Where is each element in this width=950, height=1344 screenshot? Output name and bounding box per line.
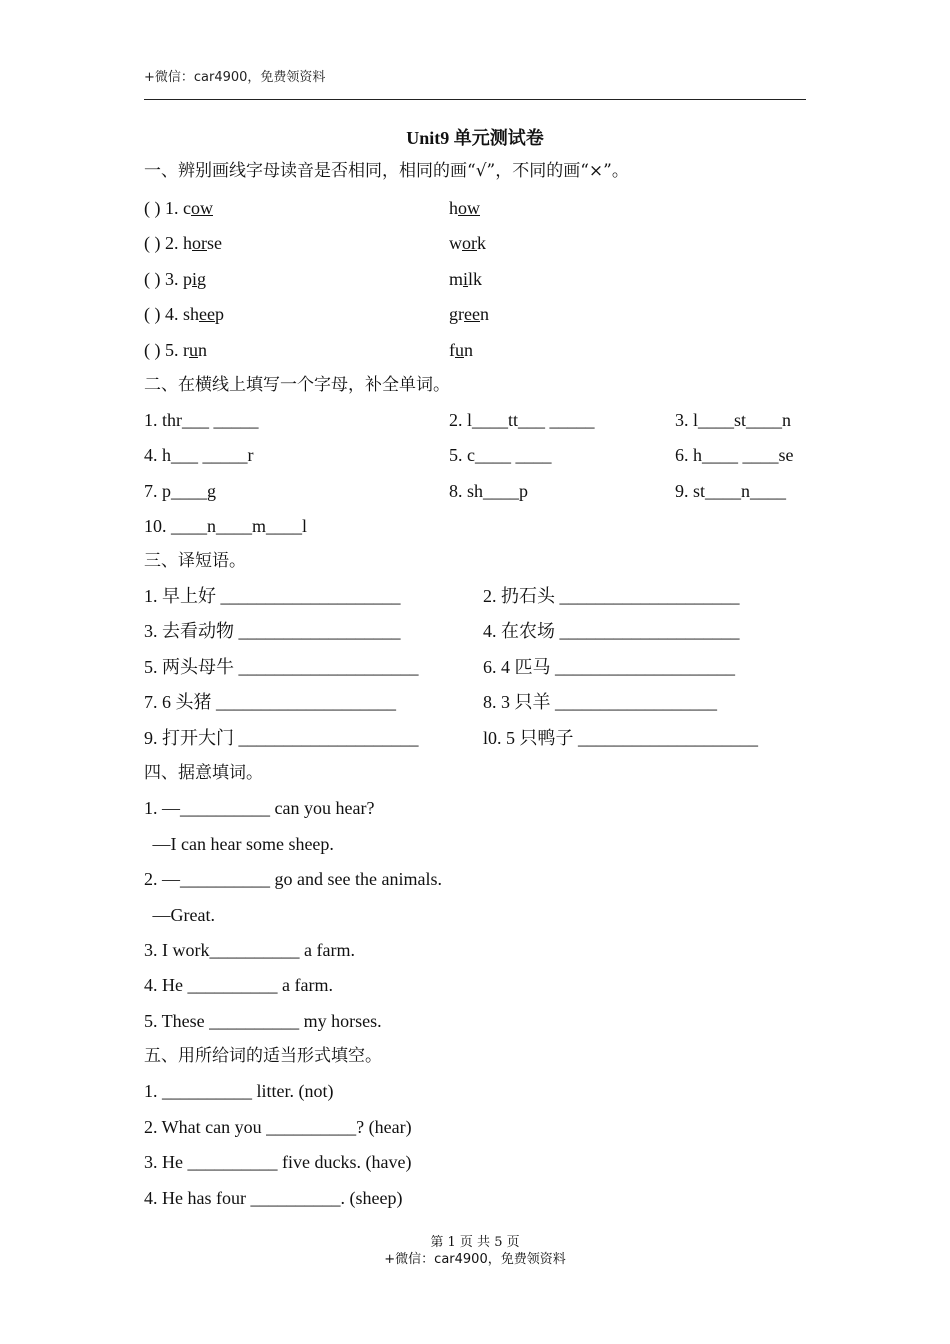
s3-item-3: 3. 去看动物 __________________ — [144, 621, 401, 641]
s1-item-4-word1: ( ) 4. sheep — [144, 304, 224, 324]
s3-item-10: l0. 5 只鸭子 ____________________ — [483, 728, 759, 748]
s3-item-4: 4. 在农场 ____________________ — [483, 621, 740, 641]
s5-line-1: 1. __________ litter. (not) — [144, 1081, 334, 1101]
s4-line-7: 5. These __________ my horses. — [144, 1011, 382, 1031]
s2-item-8: 8. sh____p — [449, 481, 529, 501]
s1-item-5-word2: fun — [449, 340, 473, 360]
s4-line-6: 4. He __________ a farm. — [144, 975, 333, 995]
s1-item-2-word2: work — [449, 233, 486, 253]
s2-item-6: 6. h____ ____se — [675, 445, 794, 465]
s2-item-5: 5. c____ ____ — [449, 445, 552, 465]
section3-heading: 三、译短语。 — [144, 551, 246, 571]
s5-line-2: 2. What can you __________? (hear) — [144, 1117, 412, 1137]
s4-line-5: 3. I work__________ a farm. — [144, 940, 355, 960]
page-number: 第 1 页 共 5 页 — [430, 1235, 520, 1250]
footer-note: +微信：car4900，免费领资料 — [384, 1252, 566, 1267]
header-note: +微信：car4900，免费领资料 — [144, 70, 326, 85]
s2-item-3: 3. l____st____n — [675, 410, 792, 430]
s1-item-5-word1: ( ) 5. run — [144, 340, 207, 360]
s1-item-3-word2: milk — [449, 269, 483, 289]
s1-item-2-word1: ( ) 2. horse — [144, 233, 222, 253]
s5-line-4: 4. He has four __________. (sheep) — [144, 1188, 403, 1208]
s2-item-2: 2. l____tt___ _____ — [449, 410, 595, 430]
s4-line-4: —Great. — [148, 905, 215, 925]
header-rule — [144, 99, 806, 100]
s2-item-9: 9. st____n____ — [675, 481, 787, 501]
s1-item-1-word1: ( ) 1. cow — [144, 198, 213, 218]
section1-heading: 一、辨别画线字母读音是否相同，相同的画“√”，不同的画“×”。 — [144, 161, 629, 181]
document-title: Unit9 单元测试卷 — [406, 128, 544, 148]
s4-line-3: 2. —__________ go and see the animals. — [144, 869, 442, 889]
s4-line-1: 1. —__________ can you hear? — [144, 798, 375, 818]
s1-item-3-word1: ( ) 3. pig — [144, 269, 207, 289]
s2-item-4: 4. h___ _____r — [144, 445, 254, 465]
section2-heading: 二、在横线上填写一个字母，补全单词。 — [144, 375, 450, 395]
s3-item-7: 7. 6 头猪 ____________________ — [144, 692, 396, 712]
s2-item-7: 7. p____g — [144, 481, 216, 501]
s2-item-10: 10. ____n____m____l — [144, 516, 308, 536]
s3-item-5: 5. 两头母牛 ____________________ — [144, 657, 419, 677]
section5-heading: 五、用所给词的适当形式填空。 — [144, 1046, 382, 1066]
s1-item-4-word2: green — [449, 304, 489, 324]
s4-line-2: —I can hear some sheep. — [148, 834, 334, 854]
s1-item-1-word2: how — [449, 198, 480, 218]
s3-item-1: 1. 早上好 ____________________ — [144, 586, 401, 606]
section4-heading: 四、据意填词。 — [144, 763, 263, 783]
s3-item-2: 2. 扔石头 ____________________ — [483, 586, 740, 606]
s5-line-3: 3. He __________ five ducks. (have) — [144, 1152, 412, 1172]
s3-item-6: 6. 4 匹马 ____________________ — [483, 657, 735, 677]
s3-item-9: 9. 打开大门 ____________________ — [144, 728, 419, 748]
s2-item-1: 1. thr___ _____ — [144, 410, 259, 430]
s3-item-8: 8. 3 只羊 __________________ — [483, 692, 717, 712]
